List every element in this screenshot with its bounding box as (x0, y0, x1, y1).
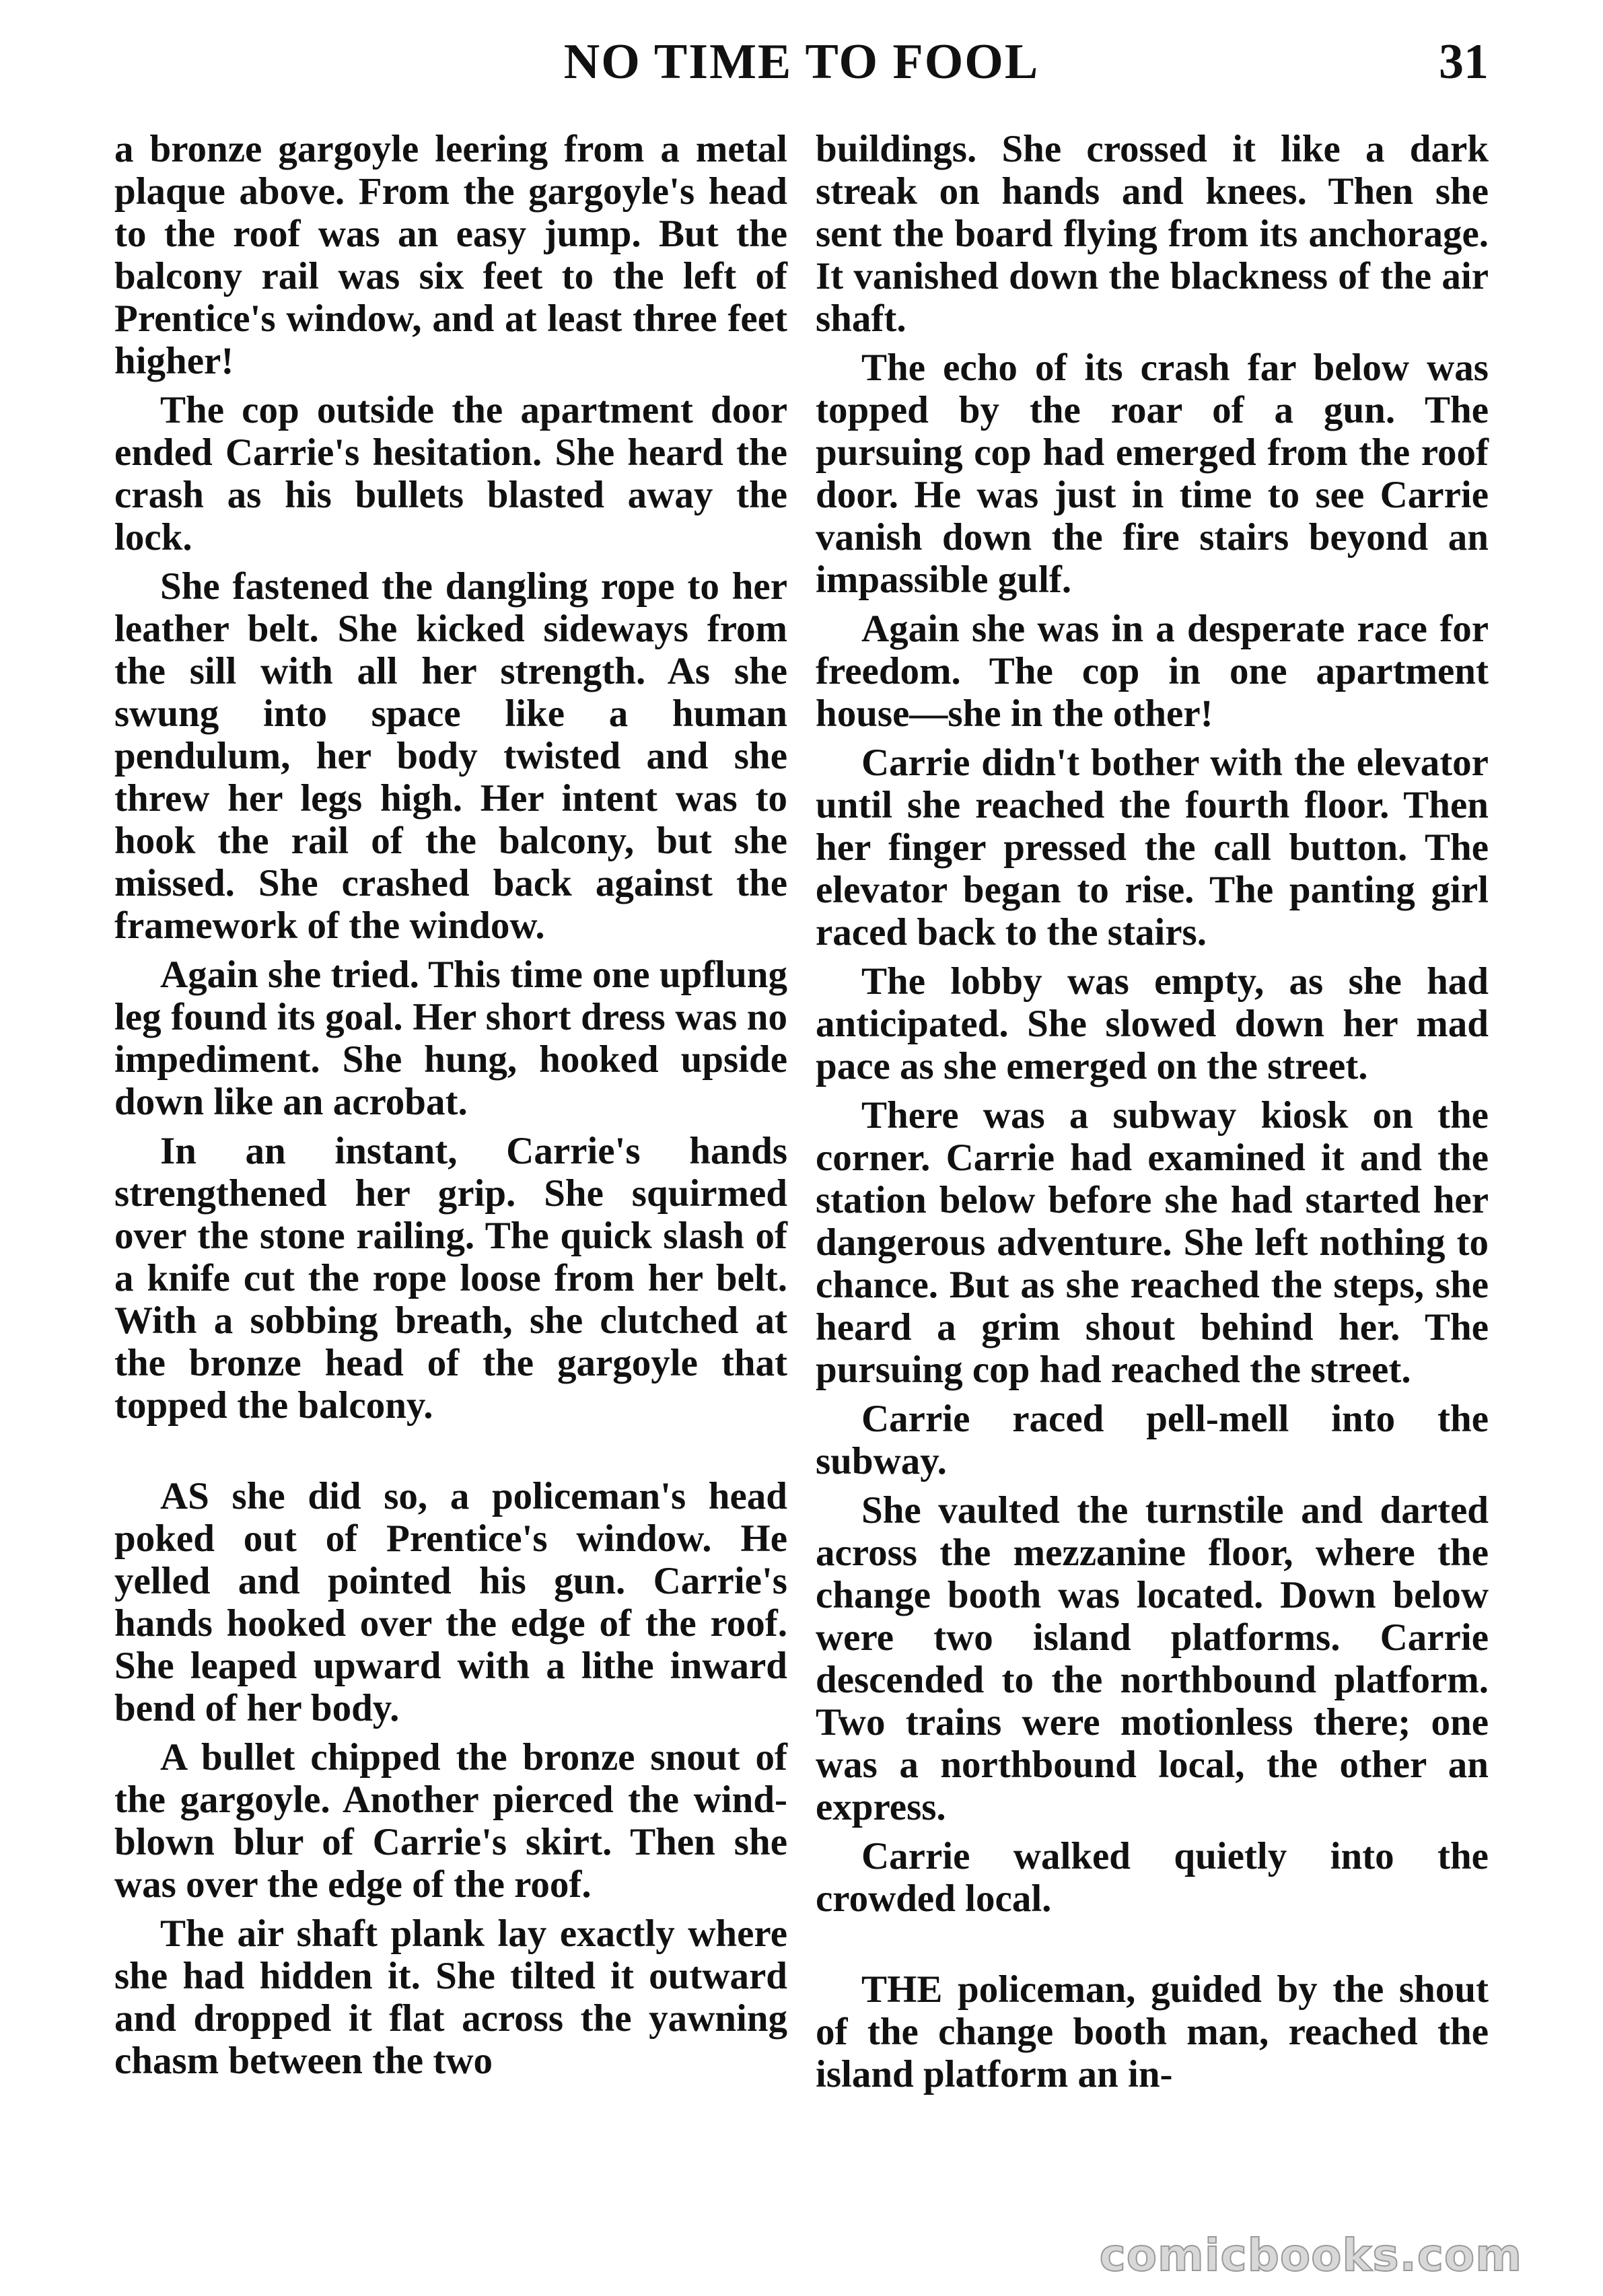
right-column (816, 128, 1489, 2102)
paragraph: A bullet chipped the bronze snout of the gargoyle. Another pierced the wind-blown blur of Carrie's skirt. Then she was over the edge of the roof. (114, 1736, 787, 1906)
running-title: NO TIME TO FOOL (563, 34, 1040, 89)
paragraph-section-start: AS she did so, a policeman's head poked out of Prentice's window. He yelled and pointed his gun. Carrie's hands hooked over the edge of the roof. She leaped upward with a lithe inward bend of her body. (114, 1475, 787, 1729)
paragraph: Carrie raced pell-mell into the subway. (816, 1398, 1489, 1482)
paragraph: She fastened the dangling rope to her leather belt. She kicked sideways from the sill with all her strength. As she swung into space like a human pendulum, her body twisted and she threw her legs high. Her intent was to hook the rail of the balcony, but she missed. She crashed back against the framework of the window. (114, 565, 787, 947)
paragraph: Carrie didn't bother with the elevator until she reached the fourth floor. Then her finger pressed the call button. The elevator began to rise. The panting girl raced back to the stairs. (816, 742, 1489, 954)
page-number: 31 (1439, 34, 1489, 89)
paragraph: Carrie walked quietly into the crowded local. (816, 1835, 1489, 1920)
paragraph: The echo of its crash far below was topped by the roar of a gun. The pursuing cop had emerged from the roof door. He was just in time to see Carrie vanish down the fire stairs beyond an impassible gulf. (816, 347, 1489, 601)
watermark: comicbooks.com (1099, 2229, 1522, 2281)
paragraph-section-start: THE policeman, guided by the shout of the change booth man, reached the island platform an in- (816, 1968, 1489, 2095)
paragraph: There was a subway kiosk on the corner. Carrie had examined it and the station below before she had started her dangerous adventure. She left nothing to chance. But as she reached the steps, she heard a grim shout behind her. The pursuing cop had reached the street. (816, 1094, 1489, 1391)
paragraph: buildings. She crossed it like a dark streak on hands and knees. Then she sent the board flying from its anchorage. It vanished down the blackness of the air shaft. (816, 128, 1489, 340)
paragraph: The cop outside the apartment door ended Carrie's hesitation. She heard the crash as his bullets blasted away the lock. (114, 389, 787, 559)
paragraph: a bronze gargoyle leering from a metal plaque above. From the gargoyle's head to the roof was an easy jump. But the balcony rail was six feet to the left of Prentice's window, and at least three feet higher! (114, 128, 787, 382)
paragraph: In an instant, Carrie's hands strengthened her grip. She squirmed over the stone railing. The quick slash of a knife cut the rope loose from her belt. With a sobbing breath, she clutched at the bronze head of the gargoyle that topped the balcony. (114, 1130, 787, 1427)
page-header (0, 34, 1603, 121)
paragraph: Again she tried. This time one upflung leg found its goal. Her short dress was no impediment. She hung, hooked upside down like an acrobat. (114, 954, 787, 1123)
paragraph: The air shaft plank lay exactly where she had hidden it. She tilted it outward and dropped it flat across the yawning chasm between the two (114, 1912, 787, 2082)
paragraph: Again she was in a desperate race for freedom. The cop in one apartment house—she in the other! (816, 608, 1489, 735)
paragraph: She vaulted the turnstile and darted across the mezzanine floor, where the change booth was located. Down below were two island platforms. Carrie descended to the northbound platform. Two trains were motionless there; one was a northbound local, the other an express. (816, 1489, 1489, 1828)
left-column (114, 128, 787, 2089)
paragraph: The lobby was empty, as she had anticipated. She slowed down her mad pace as she emerged on the street. (816, 960, 1489, 1087)
